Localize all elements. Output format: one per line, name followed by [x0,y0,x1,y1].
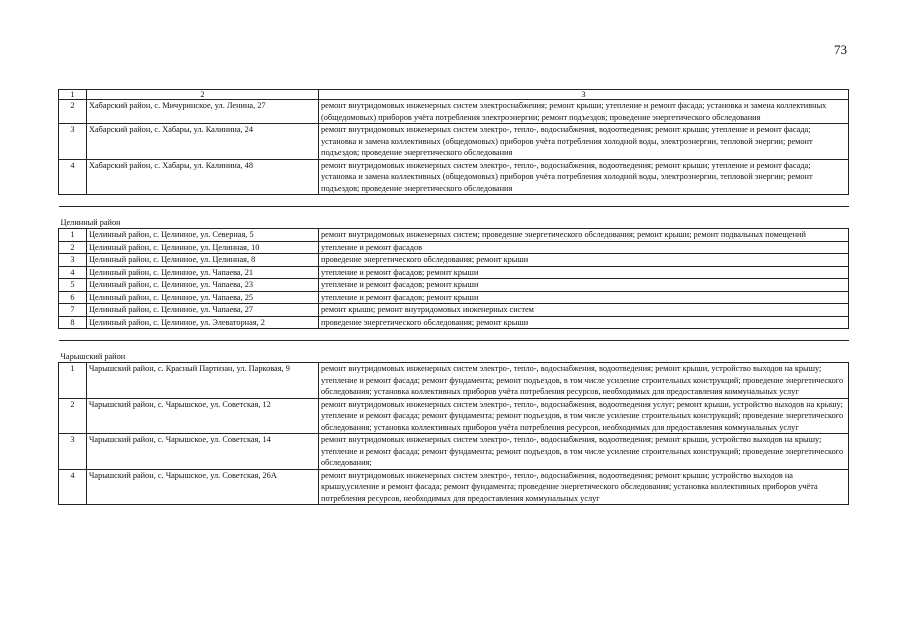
address-cell: Целинный район, с. Целинное, ул. Элеваторная, 2 [87,316,319,329]
address-cell: Целинный район, с. Целинное, ул. Чапаева, 27 [87,304,319,317]
works-cell: ремонт внутридомовых инженерных систем электро-, тепло-, водоснабжения, водоотведения; ремонт крыши; утепление и ремонт фасада; установка и замена коллективных (общедомовых) приборов учёта потребления холодной воды, электроэнергии, тепловой энергии; ремонт подъездов; проведение энергетического обследования [319,124,849,160]
address-cell: Хабарский район, с. Хабары, ул. Калинина, 48 [87,159,319,195]
table-row [59,434,849,470]
table-row [59,241,849,254]
table-row [59,124,849,160]
header-row [59,90,849,100]
table-row [59,266,849,279]
row-number: 2 [59,241,87,254]
row-number: 4 [59,159,87,195]
row-number: 3 [59,434,87,470]
table-row [59,469,849,505]
district-heading-row [59,207,849,229]
works-cell: ремонт внутридомовых инженерных систем; проведение энергетического обследования; ремонт крыши; ремонт подвальных помещений [319,229,849,242]
row-number: 3 [59,254,87,267]
header-cell-3: 3 [319,90,849,100]
works-cell: проведение энергетического обследования; ремонт крыши [319,254,849,267]
row-number: 2 [59,100,87,124]
district-heading: Чарышский район [59,341,849,363]
table-row [59,363,849,399]
table-row [59,100,849,124]
table-row [59,291,849,304]
works-cell: утепление и ремонт фасадов; ремонт крыши [319,279,849,292]
row-number: 6 [59,291,87,304]
address-cell: Целинный район, с. Целинное, ул. Целинная, 8 [87,254,319,267]
row-number: 2 [59,398,87,434]
row-number: 5 [59,279,87,292]
address-cell: Целинный район, с. Целинное, ул. Целинная, 10 [87,241,319,254]
page-number: 73 [834,42,847,57]
table-row [59,254,849,267]
address-cell: Чарышский район, с. Красный Партизан, ул. Парковая, 9 [87,363,319,399]
table-row [59,279,849,292]
row-number: 7 [59,304,87,317]
row-number: 4 [59,469,87,505]
address-cell: Целинный район, с. Целинное, ул. Северная, 5 [87,229,319,242]
works-cell: ремонт внутридомовых инженерных систем электро-, тепло-, водоснабжения, водоотведения; ремонт крыши, устройство выходов на крышу; утепление и ремонт фасада; ремонт фундамента; ремонт подъездов, в том числе усиление строительных конструкций; проведение энергетического обследования; [319,434,849,470]
works-cell: ремонт внутридомовых инженерных систем электро-, тепло-, водоснабжения, водоотведения; ремонт крыши; устройство выходов на крышу,усиление и ремонт фасада; ремонт фундамента; проведение энергетического обследования; установка коллективных приборов учёта потребления ресурсов, необходимых для предоставления коммунальных услуг [319,469,849,505]
spacer-row [59,195,849,207]
address-cell: Хабарский район, с. Хабары, ул. Калинина, 24 [87,124,319,160]
works-cell: ремонт внутридомовых инженерных систем электро-, тепло-, водоснабжения, водоотведения; ремонт крыши; утепление и ремонт фасада; установка и замена коллективных (общедомовых) приборов учёта потребления холодной воды, электроэнергии, тепловой энергии; ремонт подъездов; проведение энергетического обследования [319,159,849,195]
row-number: 3 [59,124,87,160]
works-cell: утепление и ремонт фасадов; ремонт крыши [319,291,849,304]
address-cell: Чарышский район, с. Чарышское, ул. Советская, 14 [87,434,319,470]
table-body [59,90,849,505]
row-number: 8 [59,316,87,329]
works-table [58,89,848,505]
works-cell: проведение энергетического обследования; ремонт крыши [319,316,849,329]
spacer-cell [59,329,849,341]
works-cell: ремонт внутридомовых инженерных систем электро-, тепло-, водоснабжения, водоотведения услуг; ремонт крыши, устройство выходов на крышу; утепление и ремонт фасада; ремонт фундамента; ремонт подъездов, в том числе усиление строительных конструкций; проведение энергетического обследования; установка коллективных приборов учёта потребления ресурсов, необходимых для предоставления коммунальных услуг [319,398,849,434]
spacer-row [59,329,849,341]
works-cell: ремонт внутридомовых инженерных систем электро-, тепло-, водоснабжения, водоотведения; ремонт крыши, устройство выходов на крышу; утепление и ремонт фасада; ремонт фундамента; ремонт подъездов, в том числе усиление строительных конструкций; проведение энергетического обследования; установка коллективных приборов учёта потребления ресурсов, необходимых для предоставления коммунальных услуг [319,363,849,399]
address-cell: Чарышский район, с. Чарышское, ул. Советская, 26А [87,469,319,505]
table-row [59,398,849,434]
row-number: 1 [59,229,87,242]
header-cell-2: 2 [87,90,319,100]
works-cell: ремонт внутридомовых инженерных систем электроснабжения; ремонт крыши; утепление и ремонт фасада; установка и замена коллективных (общедомовых) приборов учёта потребления электроэнергии; ремонт подъездов; проведение энергетического обследования [319,100,849,124]
works-cell: ремонт крыши; ремонт внутридомовых инженерных систем [319,304,849,317]
address-cell: Хабарский район, с. Мичуринское, ул. Ленина, 27 [87,100,319,124]
table-row [59,159,849,195]
address-cell: Целинный район, с. Целинное, ул. Чапаева, 25 [87,291,319,304]
table-row [59,229,849,242]
spacer-cell [59,195,849,207]
header-cell-1: 1 [59,90,87,100]
table-row [59,316,849,329]
row-number: 1 [59,363,87,399]
address-cell: Чарышский район, с. Чарышское, ул. Советская, 12 [87,398,319,434]
works-cell: утепление и ремонт фасадов; ремонт крыши [319,266,849,279]
district-heading-row [59,341,849,363]
district-heading: Целинный район [59,207,849,229]
address-cell: Целинный район, с. Целинное, ул. Чапаева, 21 [87,266,319,279]
row-number: 4 [59,266,87,279]
address-cell: Целинный район, с. Целинное, ул. Чапаева, 23 [87,279,319,292]
table-row [59,304,849,317]
works-cell: утепление и ремонт фасадов [319,241,849,254]
